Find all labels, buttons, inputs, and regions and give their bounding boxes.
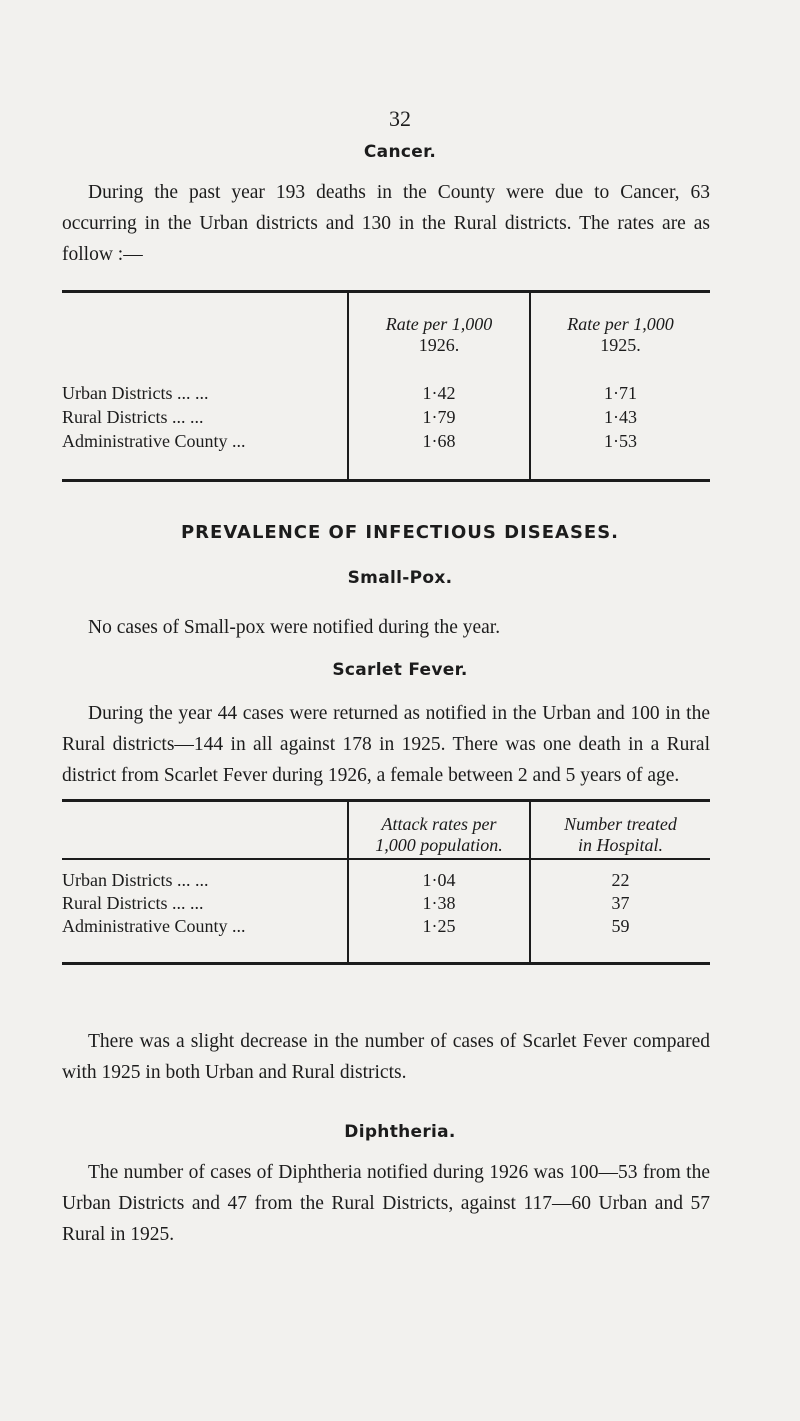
table-row bbox=[62, 404, 710, 428]
column-header: Number treated in Hospital. bbox=[530, 801, 710, 860]
row-label: Rural Districts ... ... bbox=[62, 407, 204, 427]
scarlet-fever-paragraph: During the year 44 cases were returned as notified in the Urban and 100 in the Rural districts—144 in all against 178 in 1925. There was one death in a Rural district from Scarlet Fever during 1926, a female between 2 and 5 years of age. bbox=[62, 703, 710, 786]
cell-value: 1·53 bbox=[530, 428, 710, 481]
cell-value: 22 bbox=[530, 859, 710, 891]
row-label: Urban Districts ... ... bbox=[62, 383, 209, 403]
diphtheria-paragraph: The number of cases of Diphtheria notified during 1926 was 100—53 from the Urban Districts and 47 from the Rural Districts, against 117—60 Urban and 57 Rural in 1925. bbox=[62, 1162, 710, 1245]
row-label: Administrative County ... bbox=[62, 914, 348, 964]
table-row bbox=[62, 891, 710, 914]
table-row bbox=[62, 363, 710, 404]
row-label: Urban Districts ... ... bbox=[62, 870, 209, 890]
cell-value: 1·43 bbox=[530, 404, 710, 428]
cancer-heading: Cancer. bbox=[363, 142, 437, 162]
scarlet-fever-heading: Scarlet Fever. bbox=[332, 660, 468, 680]
scarlet-fever-table bbox=[62, 799, 710, 965]
smallpox-paragraph: No cases of Small-pox were notified during the year. bbox=[88, 617, 501, 638]
table-row bbox=[62, 914, 710, 964]
cell-value: 1·04 bbox=[348, 859, 530, 891]
smallpox-heading: Small-Pox. bbox=[347, 568, 453, 588]
prevalence-heading: PREVALENCE OF INFECTIOUS DISEASES. bbox=[180, 522, 620, 543]
scarlet-fever-paragraph-2: There was a slight decrease in the number of cases of Scarlet Fever compared with 1925 in both Urban and Rural districts. bbox=[62, 1031, 710, 1083]
cell-value: 1·42 bbox=[348, 363, 530, 404]
column-header: Rate per 1,000 1925. bbox=[530, 292, 710, 364]
cancer-rates-table bbox=[62, 290, 710, 482]
cell-value: 1·25 bbox=[348, 914, 530, 964]
row-label: Administrative County ... bbox=[62, 428, 348, 481]
cell-value: 59 bbox=[530, 914, 710, 964]
column-header: Rate per 1,000 1926. bbox=[348, 292, 530, 364]
cell-value: 37 bbox=[530, 891, 710, 914]
cell-value: 1·68 bbox=[348, 428, 530, 481]
cell-value: 1·71 bbox=[530, 363, 710, 404]
page-number: 32 bbox=[389, 106, 411, 131]
cancer-paragraph: During the past year 193 deaths in the County were due to Cancer, 63 occurring in the Urban districts and 130 in the Rural districts. The rates are as follow :— bbox=[62, 182, 710, 265]
column-header: Attack rates per 1,000 population. bbox=[348, 801, 530, 860]
cell-value: 1·38 bbox=[348, 891, 530, 914]
row-label: Rural Districts ... ... bbox=[62, 893, 204, 913]
table-row bbox=[62, 859, 710, 891]
table-header-row bbox=[62, 801, 710, 860]
diphtheria-heading: Diphtheria. bbox=[344, 1122, 456, 1142]
table-header-row bbox=[62, 292, 710, 364]
cell-value: 1·79 bbox=[348, 404, 530, 428]
table-row bbox=[62, 428, 710, 481]
